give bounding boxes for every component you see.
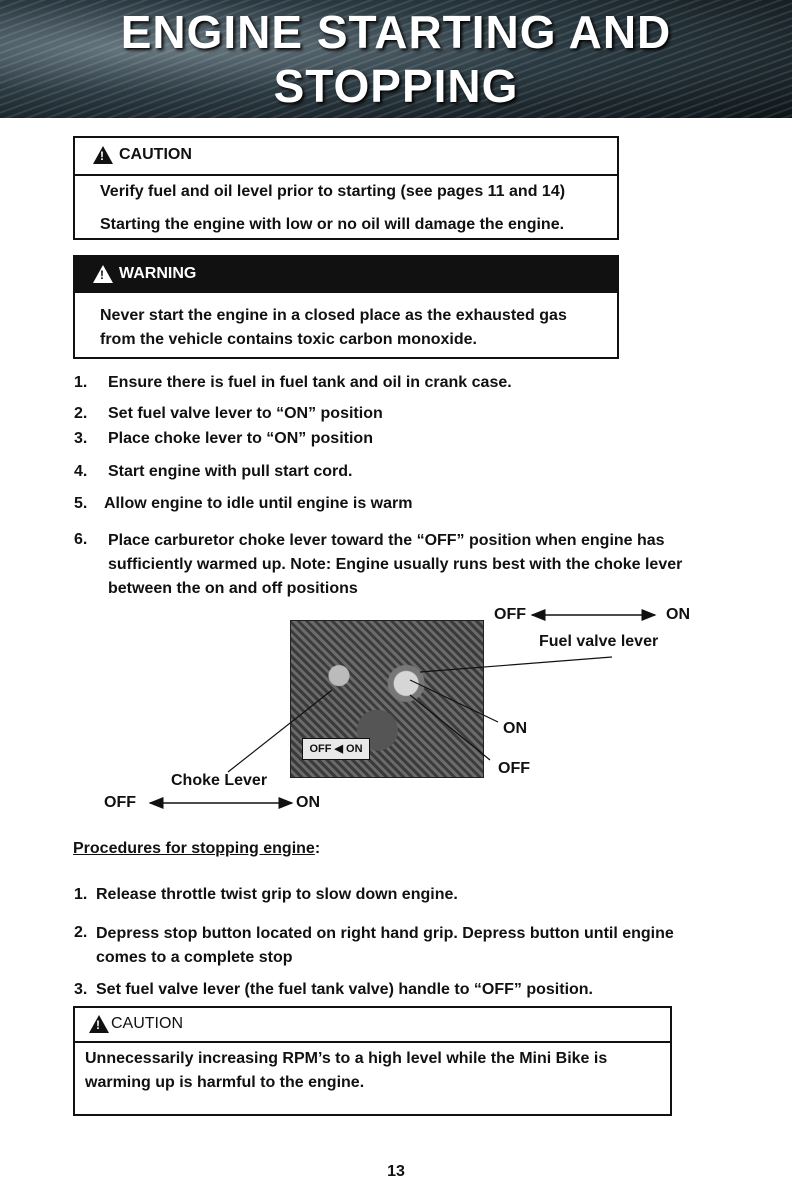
page-number: 13 xyxy=(387,1163,405,1180)
step-text: Start engine with pull start cord. xyxy=(108,463,353,480)
banner-title-line2: STOPPING xyxy=(273,60,519,112)
step-number: 1. xyxy=(74,374,88,391)
fuel-valve-label: Fuel valve lever xyxy=(539,633,659,650)
step-number: 5. xyxy=(74,495,88,512)
step-text: Place choke lever to “ON” position xyxy=(108,430,373,447)
warning-heading-text: WARNING xyxy=(119,265,197,282)
warning-line-2: from the vehicle contains toxic carbon monoxide. xyxy=(100,331,477,348)
warning-triangle-icon xyxy=(89,1015,109,1033)
stopping-heading-colon: : xyxy=(314,840,321,857)
valve-on-leader xyxy=(410,680,498,722)
step-number: 1. xyxy=(74,886,88,903)
caution-heading xyxy=(89,1015,183,1033)
banner-title-line1: ENGINE STARTING AND xyxy=(120,6,672,58)
step-text: Release throttle twist grip to slow down engine. xyxy=(96,886,458,903)
valve-off-leader xyxy=(410,695,490,760)
choke-on-label: ON xyxy=(296,794,320,811)
caution-box-bottom xyxy=(73,1006,672,1116)
caution-line-1: Unnecessarily increasing RPM’s to a high level while the Mini Bike is xyxy=(85,1050,608,1067)
stopping-heading xyxy=(73,840,320,858)
step-text: Depress stop button located on right hand grip. Depress button until engine comes to a complete stop xyxy=(96,925,674,966)
stopping-heading-text: Procedures for stopping engine xyxy=(73,840,315,857)
choke-off-label: OFF xyxy=(104,794,136,811)
step-number: 3. xyxy=(74,981,88,998)
fuel-off-label: OFF xyxy=(494,606,526,623)
step-number: 2. xyxy=(74,924,88,941)
valve-on-label: ON xyxy=(503,720,527,737)
step-text: Ensure there is fuel in fuel tank and oil in crank case. xyxy=(108,374,512,391)
step-number: 6. xyxy=(74,531,88,548)
valve-off-label: OFF xyxy=(498,760,530,777)
caution-heading-text: CAUTION xyxy=(119,146,192,163)
choke-leader xyxy=(228,690,332,772)
choke-decal: OFF ◀ ON xyxy=(302,738,370,760)
step-text: Set fuel valve lever to “ON” position xyxy=(108,405,383,422)
fuel-lever-leader xyxy=(420,657,612,672)
step-number: 4. xyxy=(74,463,88,480)
fuel-on-label: ON xyxy=(666,606,690,623)
caution-line-2: warming up is harmful to the engine. xyxy=(85,1074,365,1091)
step-number: 3. xyxy=(74,430,88,447)
step-text: Allow engine to idle until engine is warm xyxy=(104,495,413,512)
warning-line-1: Never start the engine in a closed place as the exhausted gas xyxy=(100,307,567,324)
step-number: 2. xyxy=(74,405,88,422)
caution-line-1: Verify fuel and oil level prior to starting (see pages 11 and 14) xyxy=(100,183,566,200)
choke-lever-label: Choke Lever xyxy=(171,772,268,789)
step-text: Set fuel valve lever (the fuel tank valve) handle to “OFF” position. xyxy=(96,981,593,998)
caution-heading-text: CAUTION xyxy=(111,1015,183,1032)
step-text: Place carburetor choke lever toward the “OFF” position when engine has sufficiently warmed up. Note: Engine usually runs best with the choke lever between the on and off positions xyxy=(108,532,683,597)
caution-line-2: Starting the engine with low or no oil will damage the engine. xyxy=(100,216,565,233)
